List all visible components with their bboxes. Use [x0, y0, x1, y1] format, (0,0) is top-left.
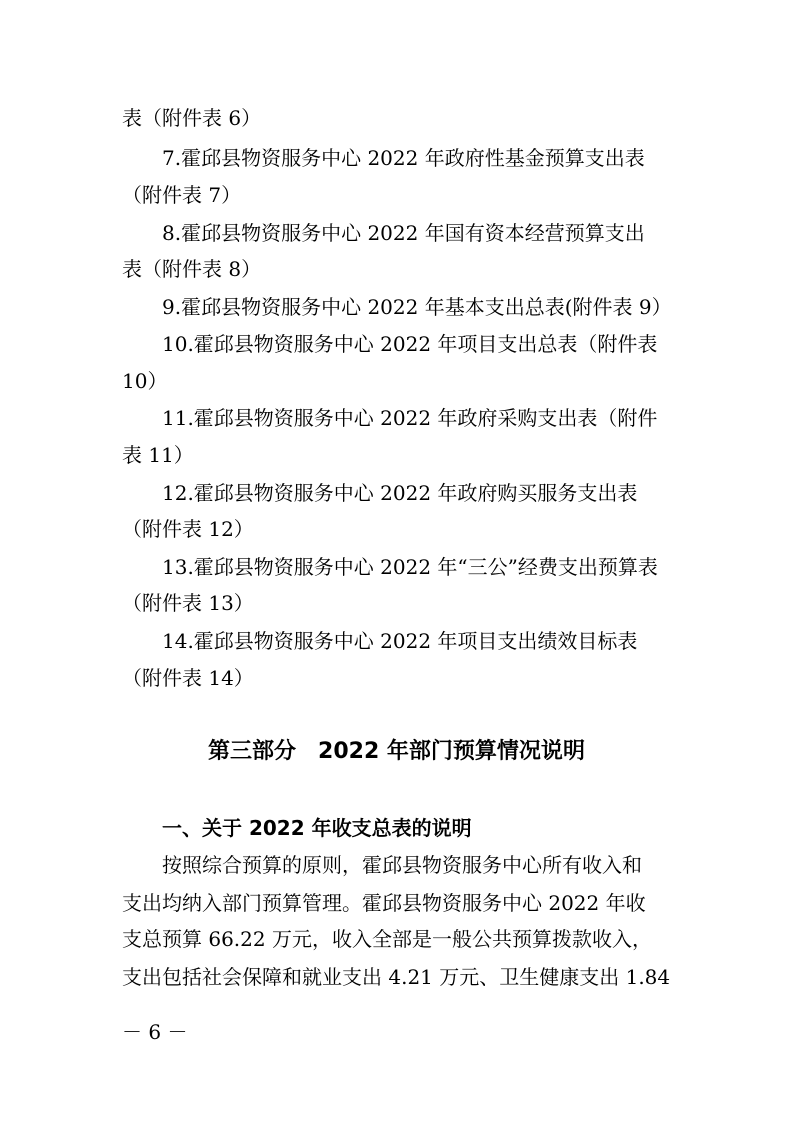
list-item-6-continued: 表（附件表 6）	[122, 106, 262, 130]
list-item-8-continued: 表（附件表 8）	[122, 257, 262, 281]
list-item-13-continued: （附件表 13）	[122, 591, 254, 615]
list-item-9: 9.霍邱县物资服务中心 2022 年基本支出总表(附件表 9）	[162, 295, 672, 319]
list-item-12: 12.霍邱县物资服务中心 2022 年政府购买服务支出表	[162, 481, 638, 505]
list-item-12-continued: （附件表 12）	[122, 517, 254, 541]
list-item-10-continued: 10）	[122, 369, 168, 393]
list-item-10: 10.霍邱县物资服务中心 2022 年项目支出总表（附件表	[162, 332, 658, 356]
paragraph-line-3: 支总预算 66.22 万元，收入全部是一般公共预算拨款收入，	[122, 927, 652, 951]
subheading: 一、关于 2022 年收支总表的说明	[162, 816, 472, 840]
page-number: － 6 －	[122, 1020, 188, 1044]
list-item-11: 11.霍邱县物资服务中心 2022 年政府采购支出表（附件	[162, 406, 658, 430]
list-item-13: 13.霍邱县物资服务中心 2022 年“三公”经费支出预算表	[162, 555, 658, 579]
list-item-7: 7.霍邱县物资服务中心 2022 年政府性基金预算支出表	[162, 146, 645, 170]
paragraph-line-4: 支出包括社会保障和就业支出 4.21 万元、卫生健康支出 1.84	[122, 965, 671, 989]
paragraph-line-2: 支出均纳入部门预算管理。霍邱县物资服务中心 2022 年收	[122, 891, 646, 915]
list-item-14: 14.霍邱县物资服务中心 2022 年项目支出绩效目标表	[162, 629, 638, 653]
paragraph-line-1: 按照综合预算的原则，霍邱县物资服务中心所有收入和	[162, 853, 642, 877]
list-item-7-continued: （附件表 7）	[122, 183, 242, 207]
list-item-8: 8.霍邱县物资服务中心 2022 年国有资本经营预算支出	[162, 221, 645, 245]
list-item-14-continued: （附件表 14）	[122, 666, 254, 690]
list-item-11-continued: 表 11）	[122, 443, 194, 467]
section-heading: 第三部分 2022 年部门预算情况说明	[208, 739, 585, 764]
